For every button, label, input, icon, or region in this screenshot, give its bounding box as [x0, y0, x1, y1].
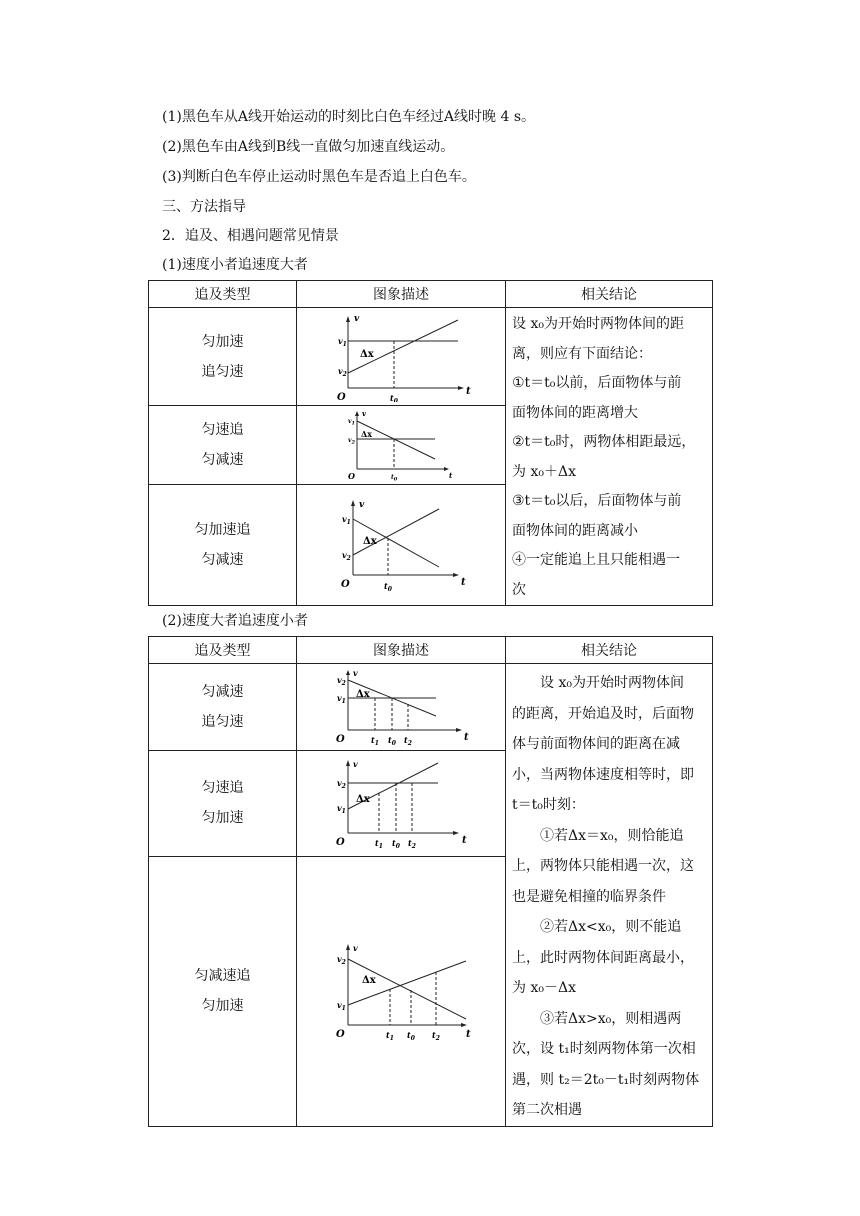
section-heading: 三、方法指导 [162, 199, 246, 215]
table-row [149, 485, 297, 606]
conclusion-line: ①t＝t₀以前，后面物体与前 [512, 375, 682, 391]
label-v2: $v_2$ [337, 954, 346, 966]
type-label-line2: 匀减速 [201, 452, 244, 469]
table-case1 [148, 280, 713, 606]
conclusion-line: ③若Δx>x₀，则相遇两 [512, 1010, 682, 1027]
case1-title: (1)速度小者追速度大者 [162, 257, 308, 273]
header-graph: 图象描述 [297, 637, 506, 664]
vt-graph-uniform-chase-accel [326, 757, 476, 849]
graph-cell [297, 664, 506, 751]
vt-graph-decel-chase-accel [326, 941, 476, 1041]
type-label-line1: 匀加速追 [194, 522, 251, 539]
conclusion-line: 离，则应有下面结论： [512, 345, 652, 362]
label-t2: $t_2$ [408, 838, 416, 850]
conclusion-line: ②t＝t₀时，两物体相距最远， [512, 434, 696, 450]
conclusion-line: ①若Δx＝x₀，则恰能追 [512, 827, 684, 844]
label-t1: $t_1$ [375, 838, 383, 850]
conclusion-line: 也是避免相撞的临界条件 [512, 888, 666, 905]
conclusion-line: ②若Δx<x₀，则不能追 [512, 919, 682, 935]
axis-label-v: v [353, 943, 358, 953]
label-v2: $v_2$ [338, 365, 347, 378]
label-t2: $t_2$ [432, 1030, 440, 1041]
vt-graph-decel-chase-uniform [326, 668, 476, 746]
label-v1: $v_1$ [348, 418, 355, 427]
type-label-line2: 匀减速 [201, 552, 244, 569]
label-t2: $t_2$ [404, 734, 412, 746]
conclusion-line: 为 x₀＋Δx [512, 463, 576, 480]
axis-label-v: v [353, 759, 358, 770]
conclusion-line: 上，两物体只能相遇一次，这 [512, 858, 694, 874]
axis-label-v: v [362, 409, 367, 419]
conclusion-line: 小，当两物体速度相等时，即 [512, 766, 694, 783]
conclusion-line: 面物体间的距离增大 [512, 404, 638, 421]
label-t0: $t_0$ [392, 838, 400, 850]
vt-graph-accel-chase-decel [331, 497, 471, 593]
axis-label-t: t [449, 471, 453, 481]
conclusion-line: 的距离，开始追及时，后面物 [512, 705, 694, 722]
origin-label: O [336, 733, 345, 745]
axis-label-t: t [466, 385, 471, 397]
header-type: 追及类型 [149, 281, 297, 308]
type-label-line2: 匀加速 [201, 998, 244, 1014]
type-label-line1: 匀减速追 [194, 968, 251, 984]
type-label-line1: 匀减速 [201, 683, 244, 700]
origin-label: O [341, 579, 350, 591]
label-v1: $v_1$ [337, 1000, 346, 1012]
type-label-line2: 追匀速 [201, 713, 244, 730]
conclusion-line: 次，设 t₁时刻两物体第一次相 [512, 1041, 696, 1057]
label-v2: $v_2$ [348, 437, 355, 446]
graph-cell [297, 750, 506, 856]
conclusion-line: 次 [512, 581, 526, 598]
label-v2: $v_2$ [342, 550, 351, 563]
label-v1: $v_1$ [337, 692, 346, 705]
label-t1: $t_1$ [386, 1030, 394, 1041]
label-v1: $v_1$ [342, 514, 351, 527]
header-conclusion: 相关结论 [506, 637, 713, 664]
axis-label-t: t [462, 835, 467, 847]
label-t0: $t_0$ [407, 1030, 415, 1041]
intro-line-1: (1)黑色车从A线开始运动的时刻比白色车经过A线时晚 4 s。 [162, 109, 536, 125]
label-t1: $t_1$ [371, 734, 379, 746]
table-row [149, 406, 297, 485]
header-graph: 图象描述 [297, 281, 506, 308]
label-v2: $v_2$ [337, 778, 346, 791]
conclusion-line: 面物体间的距离减小 [512, 522, 638, 539]
vt-graph-uniform-chase-decel [341, 409, 461, 481]
graph-cell [297, 485, 506, 606]
origin-label: O [336, 1029, 345, 1040]
label-t0: $t_0$ [384, 581, 392, 594]
origin-label: O [337, 391, 346, 402]
label-t0: $t_0$ [388, 734, 396, 746]
conclusion-line: 设 x₀为开始时两物体间 [512, 675, 684, 691]
type-label-line1: 匀速追 [201, 422, 244, 439]
label-delta-x: Δx [356, 794, 370, 806]
conclusion-cell-2 [506, 664, 713, 1127]
header-conclusion: 相关结论 [506, 281, 713, 308]
axis-label-t: t [466, 1029, 471, 1040]
type-label-line1: 匀加速 [201, 333, 244, 350]
table-row [149, 750, 297, 856]
conclusion-line: 第二次相遇 [512, 1102, 582, 1118]
conclusion-line: 体与前面物体间的距离在减 [512, 736, 680, 752]
intro-line-3: (3)判断白色车停止运动时黑色车是否追上白色车。 [162, 169, 476, 185]
conclusion-line: 上，此时两物体间距离最小， [512, 949, 694, 966]
conclusion-line: ③t＝t₀以后，后面物体与前 [512, 493, 682, 509]
label-t0: $t_0$ [390, 392, 398, 402]
conclusion-line: 设 x₀为开始时两物体间的距 [512, 316, 684, 332]
conclusion-line: t＝t₀时刻： [512, 797, 585, 813]
type-label-line2: 追匀速 [201, 363, 244, 380]
header-type: 追及类型 [149, 637, 297, 664]
label-delta-x: Δx [361, 429, 372, 440]
case2-title: (2)速度大者追速度小者 [162, 613, 308, 629]
label-delta-x: Δx [356, 688, 370, 700]
label-v1: $v_1$ [338, 335, 347, 348]
label-v1: $v_1$ [337, 803, 346, 816]
graph-cell [297, 856, 506, 1126]
conclusion-line: 为 x₀－Δx [512, 980, 576, 996]
axis-label-v: v [353, 667, 358, 678]
table-row [149, 664, 297, 751]
graph-cell [297, 308, 506, 406]
conclusion-cell-1 [506, 308, 713, 606]
conclusion-line: 遇，则 t₂＝2t₀－t₁时刻两物体 [512, 1071, 700, 1088]
label-delta-x: Δx [363, 536, 377, 548]
axis-label-v: v [359, 500, 365, 511]
type-label-line2: 匀加速 [201, 810, 244, 827]
type-label-line1: 匀速追 [201, 780, 244, 797]
table-row [149, 308, 297, 406]
label-delta-x: Δx [362, 975, 376, 986]
table-row [149, 856, 297, 1126]
origin-label: O [348, 471, 355, 482]
graph-cell [297, 406, 506, 485]
axis-label-t: t [461, 577, 466, 589]
axis-label-t: t [464, 731, 469, 743]
label-v2: $v_2$ [337, 674, 346, 687]
origin-label: O [336, 837, 345, 849]
table-case2 [148, 636, 713, 1127]
label-delta-x: Δx [360, 348, 374, 360]
intro-line-2: (2)黑色车由A线到B线一直做匀加速直线运动。 [162, 139, 455, 155]
label-t0: $t_0$ [391, 474, 398, 482]
vt-graph-accel-chase-uniform [326, 312, 476, 402]
subsection-heading: 2．追及、相遇问题常见情景 [162, 228, 339, 244]
axis-label-v: v [354, 313, 360, 324]
conclusion-line: ④一定能追上且只能相遇一 [512, 552, 680, 568]
